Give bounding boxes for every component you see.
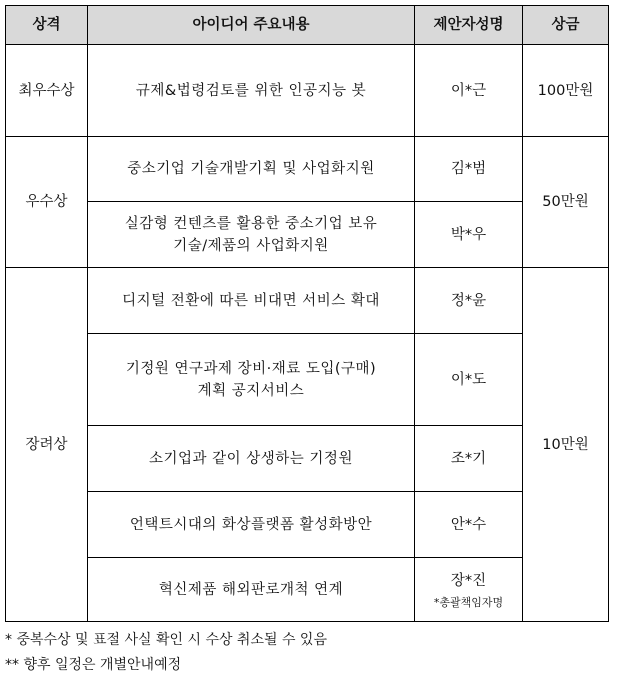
table-row	[6, 492, 609, 558]
footnote-duplicate-award: * 중복수상 및 표절 사실 확인 시 수상 취소될 수 있음	[5, 632, 327, 648]
idea-cell	[88, 202, 415, 268]
table-row	[6, 426, 609, 492]
header-award: 상격	[6, 6, 88, 45]
idea-text-line1: 기정원 연구과제 장비·재료 도입(구매)	[125, 360, 377, 377]
idea-text-line2: 계획 공지서비스	[197, 382, 305, 399]
idea-cell	[88, 137, 415, 202]
idea-text: 중소기업 기술개발기획 및 사업화지원	[127, 161, 375, 177]
footnote-schedule: ** 향후 일정은 개별안내예정	[5, 657, 182, 673]
table-row	[6, 558, 609, 622]
proposer-cell: 정*윤	[415, 268, 523, 334]
table-row	[6, 137, 609, 202]
proposer-cell: 이*도	[415, 334, 523, 426]
idea-text: 혁신제품 해외판로개척 연계	[158, 581, 344, 598]
prize-cell: 10만원	[523, 268, 609, 622]
proposer-cell: 이*근	[415, 45, 523, 137]
proposer-cell	[415, 558, 523, 622]
idea-cell	[88, 558, 415, 622]
idea-text: 소기업과 같이 상생하는 기정원	[149, 450, 353, 467]
proposer-cell: 조*기	[415, 426, 523, 492]
proposer-cell: 박*우	[415, 202, 523, 268]
prize-cell: 100만원	[523, 45, 609, 137]
idea-cell	[88, 268, 415, 334]
idea-cell	[88, 492, 415, 558]
award-cell: 장려상	[6, 268, 88, 622]
idea-text: 규제&법령검토를 위한 인공지능 봇	[135, 82, 367, 99]
idea-cell	[88, 45, 415, 137]
table-row	[6, 202, 609, 268]
table-row	[6, 334, 609, 426]
proposer-note: *총괄책임자명	[433, 595, 504, 609]
award-cell: 최우수상	[6, 45, 88, 137]
idea-text: 언택트시대의 화상플랫폼 활성화방안	[129, 516, 373, 533]
footnotes	[5, 628, 327, 678]
proposer-name: 장*진	[450, 572, 487, 589]
award-cell: 우수상	[6, 137, 88, 268]
header-proposer: 제안자성명	[415, 6, 523, 45]
proposer-cell: 안*수	[415, 492, 523, 558]
awards-table	[5, 5, 609, 622]
header-idea: 아이디어 주요내용	[88, 6, 415, 45]
idea-cell	[88, 426, 415, 492]
header-prize: 상금	[523, 6, 609, 45]
table-row	[6, 45, 609, 137]
idea-text: 디지털 전환에 따른 비대면 서비스 확대	[122, 292, 380, 309]
table-header-row	[6, 6, 609, 45]
idea-text-line2: 기술/제품의 사업화지원	[173, 237, 329, 254]
prize-cell: 50만원	[523, 137, 609, 268]
proposer-cell: 김*범	[415, 137, 523, 202]
idea-cell	[88, 334, 415, 426]
idea-text-line1: 실감형 컨텐츠를 활용한 중소기업 보유	[124, 215, 378, 232]
table-row	[6, 268, 609, 334]
